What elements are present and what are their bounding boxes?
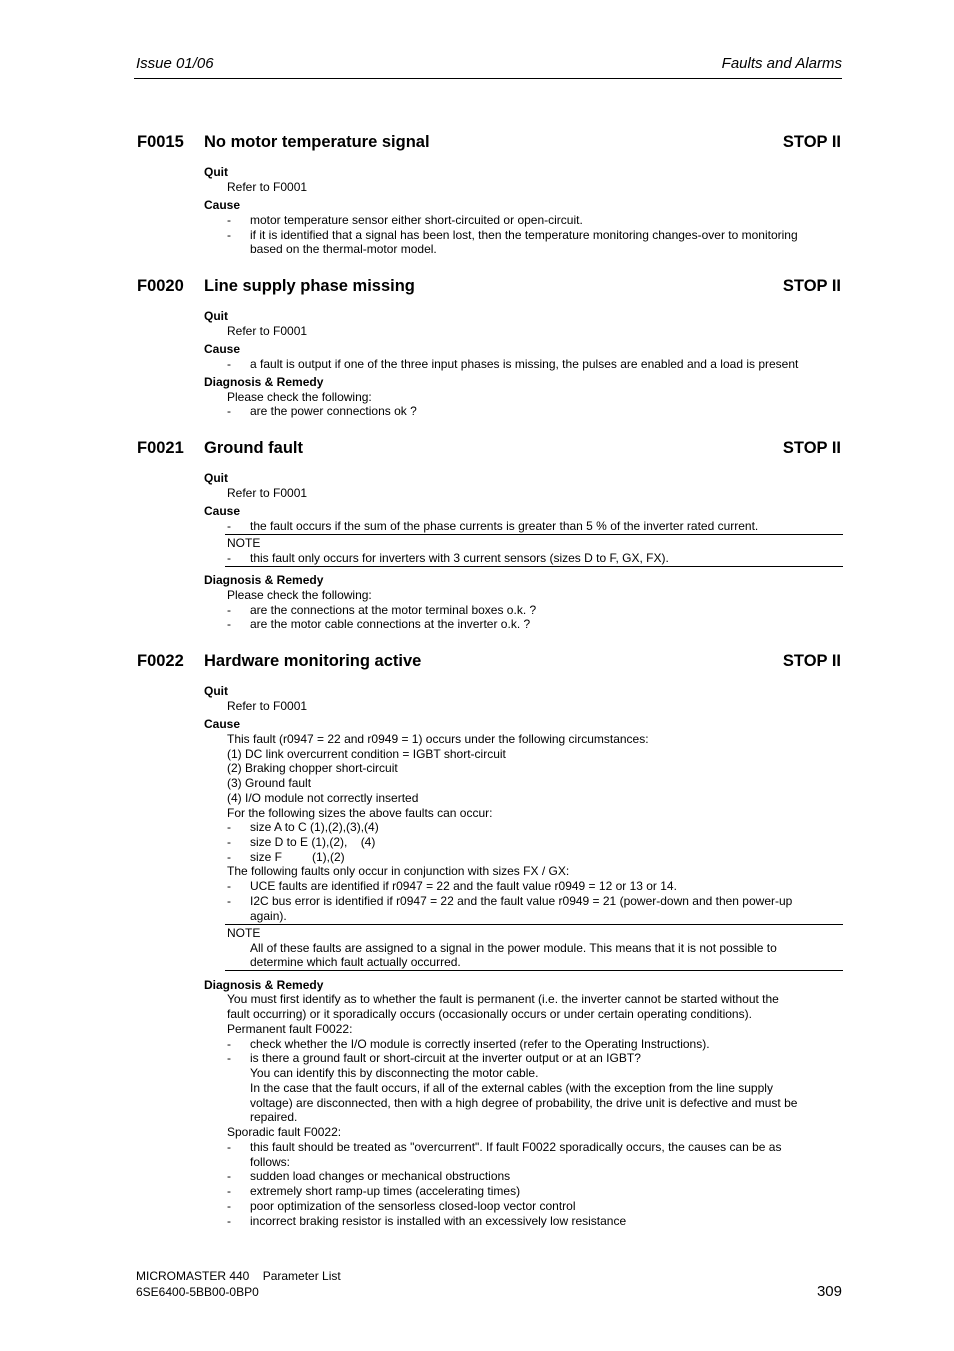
cause-label: Cause xyxy=(204,198,241,212)
bullet-dash: - xyxy=(227,519,231,533)
diagnosis-label: Diagnosis & Remedy xyxy=(204,978,324,992)
permanent-item: is there a ground fault or short-circuit at the inverter output or at an IGBT? xyxy=(250,1051,641,1065)
bullet-dash: - xyxy=(227,879,231,893)
diagnosis-line: You must first identify as to whether the fault is permanent (i.e. the inverter cannot be started without the xyxy=(227,992,779,1006)
fx-item: I2C bus error is identified if r0947 = 22 and the fault value r0949 = 21 (power-down and then power-up xyxy=(250,894,793,908)
note-item: this fault only occurs for inverters with 3 current sensors (sizes D to F, GX, FX). xyxy=(250,551,669,565)
sporadic-item: follows: xyxy=(250,1155,291,1169)
quit-text: Refer to F0001 xyxy=(227,486,308,500)
sporadic-item: poor optimization of the sensorless closed-loop vector control xyxy=(250,1199,576,1213)
footer-order-number: 6SE6400-5BB00-0BP0 xyxy=(136,1285,259,1299)
bullet-dash: - xyxy=(227,617,231,631)
fx-item: UCE faults are identified if r0947 = 22 and the fault value r0949 = 12 or 13 or 14. xyxy=(250,879,677,893)
footer-product: MICROMASTER 440 Parameter List xyxy=(136,1269,341,1283)
diagnosis-line: fault occurring) or it sporadically occurs (occasionally occurs or under certain operating conditions). xyxy=(227,1007,752,1021)
note-bottom-rule xyxy=(225,566,843,567)
cause-label: Cause xyxy=(204,342,241,356)
bullet-dash: - xyxy=(227,1199,231,1213)
quit-label: Quit xyxy=(204,684,228,698)
diagnosis-label: Diagnosis & Remedy xyxy=(204,375,324,389)
bullet-dash: - xyxy=(227,1169,231,1183)
cause-item: a fault is output if one of the three input phases is missing, the pulses are enabled and a load is present xyxy=(250,357,799,371)
cause-line: This fault (r0947 = 22 and r0949 = 1) occurs under the following circumstances: xyxy=(227,732,649,746)
fault-title: Line supply phase missing xyxy=(204,277,415,295)
header-issue: Issue 01/06 xyxy=(136,55,214,72)
diagnosis-intro: Please check the following: xyxy=(227,390,372,404)
bullet-dash: - xyxy=(227,894,231,908)
cause-item: based on the thermal-motor model. xyxy=(250,242,437,256)
size-item: size A to C (1),(2),(3),(4) xyxy=(250,820,379,834)
size-item: size D to E (1),(2), (4) xyxy=(250,835,376,849)
permanent-item: In the case that the fault occurs, if all of the external cables (with the exception from the line supply xyxy=(250,1081,773,1095)
bullet-dash: - xyxy=(227,850,231,864)
bullet-dash: - xyxy=(227,1140,231,1154)
note-line: All of these faults are assigned to a signal in the power module. This means that it is not possible to xyxy=(250,941,777,955)
stop-class: STOP II xyxy=(782,277,841,295)
quit-label: Quit xyxy=(204,471,228,485)
bullet-dash: - xyxy=(227,1051,231,1065)
permanent-item: check whether the I/O module is correctly inserted (refer to the Operating Instructions). xyxy=(250,1037,710,1051)
bullet-dash: - xyxy=(227,357,231,371)
sporadic-item: this fault should be treated as "overcurrent". If fault F0022 sporadically occurs, the causes can be as xyxy=(250,1140,782,1154)
quit-text: Refer to F0001 xyxy=(227,324,308,338)
fault-code: F0020 xyxy=(137,277,184,295)
note-label: NOTE xyxy=(227,536,261,550)
note-label: NOTE xyxy=(227,926,261,940)
diagnosis-item: are the power connections ok ? xyxy=(250,404,417,418)
fault-code: F0015 xyxy=(137,133,184,151)
bullet-dash: - xyxy=(227,213,231,227)
bullet-dash: - xyxy=(227,1184,231,1198)
note-top-rule xyxy=(225,924,843,925)
bullet-dash: - xyxy=(227,1214,231,1228)
bullet-dash: - xyxy=(227,603,231,617)
sporadic-item: sudden load changes or mechanical obstructions xyxy=(250,1169,511,1183)
fx-item: again). xyxy=(250,909,287,923)
cause-line: (2) Braking chopper short-circuit xyxy=(227,761,398,775)
stop-class: STOP II xyxy=(782,652,841,670)
header-chapter: Faults and Alarms xyxy=(721,55,842,72)
quit-text: Refer to F0001 xyxy=(227,180,308,194)
diagnosis-item: are the motor cable connections at the inverter o.k. ? xyxy=(250,617,531,631)
bullet-dash: - xyxy=(227,228,231,242)
quit-label: Quit xyxy=(204,165,228,179)
permanent-item: voltage) are disconnected, then with a high degree of probability, the drive unit is defective and must be xyxy=(250,1096,798,1110)
permanent-item: repaired. xyxy=(250,1110,298,1124)
sporadic-item: incorrect braking resistor is installed with an excessively low resistance xyxy=(250,1214,627,1228)
fault-code: F0021 xyxy=(137,439,184,457)
diagnosis-line: Permanent fault F0022: xyxy=(227,1022,353,1036)
sporadic-item: extremely short ramp-up times (accelerating times) xyxy=(250,1184,521,1198)
diagnosis-item: are the connections at the motor terminal boxes o.k. ? xyxy=(250,603,537,617)
cause-line: For the following sizes the above faults can occur: xyxy=(227,806,493,820)
bullet-dash: - xyxy=(227,820,231,834)
stop-class: STOP II xyxy=(782,439,841,457)
sporadic-label: Sporadic fault F0022: xyxy=(227,1125,342,1139)
fault-title: No motor temperature signal xyxy=(204,133,430,151)
cause-item: the fault occurs if the sum of the phase currents is greater than 5 % of the inverter rated current. xyxy=(250,519,759,533)
size-item: size F (1),(2) xyxy=(250,850,345,864)
cause-item: if it is identified that a signal has been lost, then the temperature monitoring changes-over to monitoring xyxy=(250,228,798,242)
stop-class: STOP II xyxy=(782,133,841,151)
note-line: determine which fault actually occurred. xyxy=(250,955,461,969)
fault-title: Hardware monitoring active xyxy=(204,652,422,670)
bullet-dash: - xyxy=(227,835,231,849)
header-rule xyxy=(134,78,842,79)
permanent-item: You can identify this by disconnecting the motor cable. xyxy=(250,1066,539,1080)
quit-text: Refer to F0001 xyxy=(227,699,308,713)
cause-item: motor temperature sensor either short-circuited or open-circuit. xyxy=(250,213,583,227)
note-top-rule xyxy=(225,534,843,535)
diagnosis-label: Diagnosis & Remedy xyxy=(204,573,324,587)
diagnosis-intro: Please check the following: xyxy=(227,588,372,602)
bullet-dash: - xyxy=(227,404,231,418)
cause-line: (4) I/O module not correctly inserted xyxy=(227,791,419,805)
fx-line: The following faults only occur in conjunction with sizes FX / GX: xyxy=(227,864,570,878)
bullet-dash: - xyxy=(227,1037,231,1051)
cause-line: (3) Ground fault xyxy=(227,776,312,790)
cause-line: (1) DC link overcurrent condition = IGBT short-circuit xyxy=(227,747,506,761)
fault-title: Ground fault xyxy=(204,439,303,457)
cause-label: Cause xyxy=(204,504,241,518)
bullet-dash: - xyxy=(227,551,231,565)
quit-label: Quit xyxy=(204,309,228,323)
page-number: 309 xyxy=(816,1283,842,1300)
note-bottom-rule xyxy=(225,970,843,971)
cause-label: Cause xyxy=(204,717,241,731)
fault-code: F0022 xyxy=(137,652,184,670)
